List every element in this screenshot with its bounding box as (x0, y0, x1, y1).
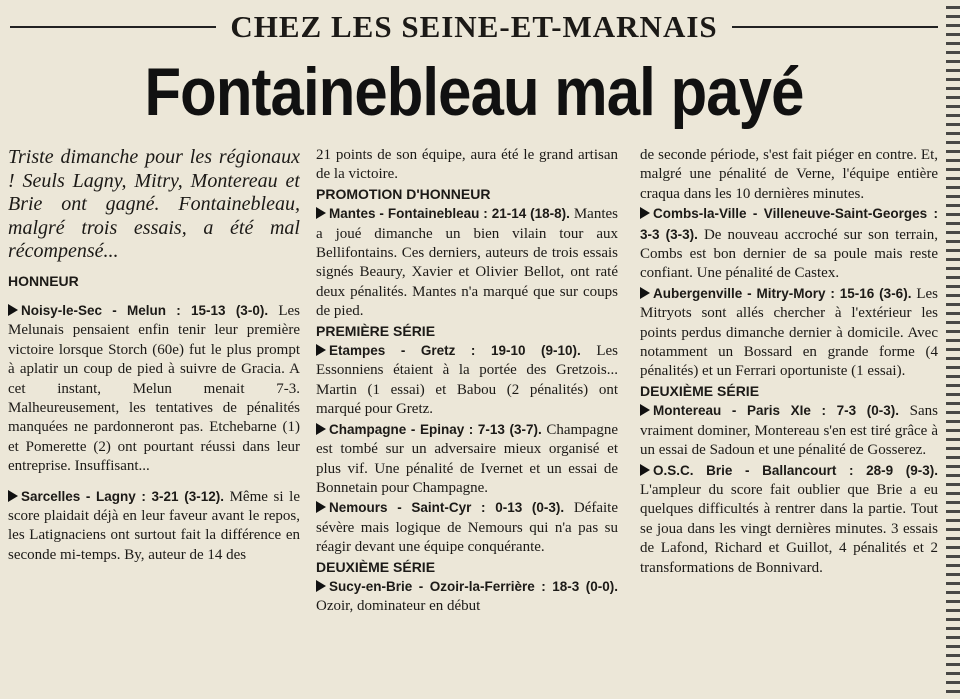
match-report (640, 461, 938, 578)
match-text: L'ampleur du score fait oublier que Brie a eu quelques difficultés à rentrer dans la partie. Tout se joua dans les vingt dernières minutes. 3 essais de Lafond, Richard et Guillot, 4 pénalités et 2 transformations de Bonnivard. (640, 481, 938, 576)
match-report (640, 204, 938, 284)
match-text: Même si le score plaidait déjà en leur faveur avant le repos, les Latignaciens ont surtout fait la différence en seconde mi-temps. By, auteur de 14 des (8, 488, 300, 563)
match-report (316, 577, 618, 617)
rubric-rule-right (732, 26, 938, 28)
section-heading-deuxieme: DEUXIÈME SÉRIE (640, 382, 760, 399)
match-text: Défaite sévère mais logique de Nemours qui n'a pas su réagir devant une équipe conquérante. (316, 500, 618, 556)
triangle-bullet-icon (316, 344, 326, 356)
match-score: Etampes - Gretz : 19-10 (9-10). (329, 343, 581, 359)
spacer (8, 477, 300, 487)
rubric-title: CHEZ LES SEINE-ET-MARNAIS (230, 9, 718, 44)
match-text: Mantes a joué dimanche un bien vilain tour aux Bellifontains. Ces derniers, auteurs de trois essais signés Beaury, Xavier et Olivier Bellot, ont raté deux pénalités. Mantes n'a marqué que sur coups de pied. (316, 206, 618, 320)
triangle-bullet-icon (8, 304, 18, 316)
match-text: Les Melunais pensaient enfin tenir leur première victoire lorsque Storch (60e) fut le plus prompt à aplatir un coup de pied à suivre de Gracia. A cet instant, Melun menait 7-3. Malheureusement, les tentatives de pénalités manquées ne pardonneront pas. Etchebarne (1) et Pomerette (2) ont pourtant réussi dans leur entreprise. Insuffisant... (8, 302, 300, 475)
match-report (316, 204, 618, 321)
match-score: Sarcelles - Lagny : 3-21 (3-12). (21, 488, 224, 504)
match-report (8, 301, 300, 477)
triangle-bullet-icon (316, 423, 326, 435)
match-text: Sans vraiment dominer, Montereau s'en est tiré grâce à un essai de Sadoun et une pénalité de Gosserez. (640, 403, 938, 459)
match-text: Champagne est tombé sur un adversaire mieux organisé et plus vif. Une pénalité de Ivernet et un essai de Bonnetain pour Champagne. (316, 421, 618, 496)
match-text-continued: de seconde période, s'est fait piéger en contre. Et, malgré une pénalité de Verne, l'équipe entière craqua dans les 10 dernières minutes. (640, 147, 938, 202)
match-report (316, 498, 618, 557)
match-report (316, 341, 618, 420)
rubric-banner (10, 10, 938, 44)
match-score: Noisy-le-Sec - Melun : 15-13 (3-0). (21, 302, 269, 318)
section-heading-premiere: PREMIÈRE SÉRIE (316, 322, 436, 339)
rubric-rule-left (10, 26, 216, 28)
match-report (640, 284, 938, 382)
lead-paragraph: Triste dimanche pour les régionaux ! Seuls Lagny, Mitry, Montereau et Brie ont gagné. Fontainebleau, malgré trois essais, a été mal récompensé... (8, 146, 300, 262)
section-heading-deuxieme: DEUXIÈME SÉRIE (316, 558, 436, 575)
match-text: Les Essonniens étaient à la portée des Gretzois... Martin (1 essai) et Babou (2 pénalités) ont marqué pour Gretz. (316, 343, 618, 418)
perforated-edge (946, 0, 960, 699)
match-score: Sucy-en-Brie - Ozoir-la-Ferrière : 18-3 (0-0). (329, 578, 618, 594)
match-text: De nouveau accroché sur son terrain, Combs est bon dernier de sa poule mais reste confiant. Une pénalité de Castex. (640, 226, 938, 282)
match-report (8, 487, 300, 566)
headline: Fontainebleau mal payé (144, 54, 804, 130)
triangle-bullet-icon (316, 207, 326, 219)
column-2 (316, 146, 618, 617)
match-text: Les Mitryots sont allés chercher à l'extérieur les points perdus dimanche dernier à domicile. Avec notamment un Bossard en grande forme (4 pénalités) et un Ferrari oportuniste (1 essai). (640, 285, 938, 380)
triangle-bullet-icon (316, 501, 326, 513)
match-score: Combs-la-Ville - Villeneuve-Saint-Georges : 3-3 (3-3). (640, 206, 938, 242)
match-text-continued: 21 points de son équipe, aura été le grand artisan de la victoire. (316, 147, 618, 183)
match-score: Nemours - Saint-Cyr : 0-13 (0-3). (329, 500, 565, 516)
triangle-bullet-icon (640, 404, 650, 416)
match-score: O.S.C. Brie - Ballancourt : 28-9 (9-3). (653, 462, 938, 478)
triangle-bullet-icon (8, 490, 18, 502)
column-3 (640, 146, 938, 578)
match-score: Champagne - Epinay : 7-13 (3-7). (329, 421, 542, 437)
match-score: Aubergenville - Mitry-Mory : 15-16 (3-6). (653, 285, 912, 301)
match-score: Mantes - Fontainebleau : 21-14 (18-8). (329, 206, 570, 222)
section-heading-promotion: PROMOTION D'HONNEUR (316, 185, 491, 202)
triangle-bullet-icon (316, 580, 326, 592)
match-report (316, 420, 618, 499)
section-heading-honneur: HONNEUR (8, 272, 79, 289)
triangle-bullet-icon (640, 464, 650, 476)
triangle-bullet-icon (640, 207, 650, 219)
triangle-bullet-icon (640, 287, 650, 299)
match-text: Ozoir, dominateur en début (316, 598, 481, 615)
match-score: Montereau - Paris XIe : 7-3 (0-3). (653, 403, 900, 419)
match-report (640, 401, 938, 460)
column-1 (8, 146, 300, 565)
